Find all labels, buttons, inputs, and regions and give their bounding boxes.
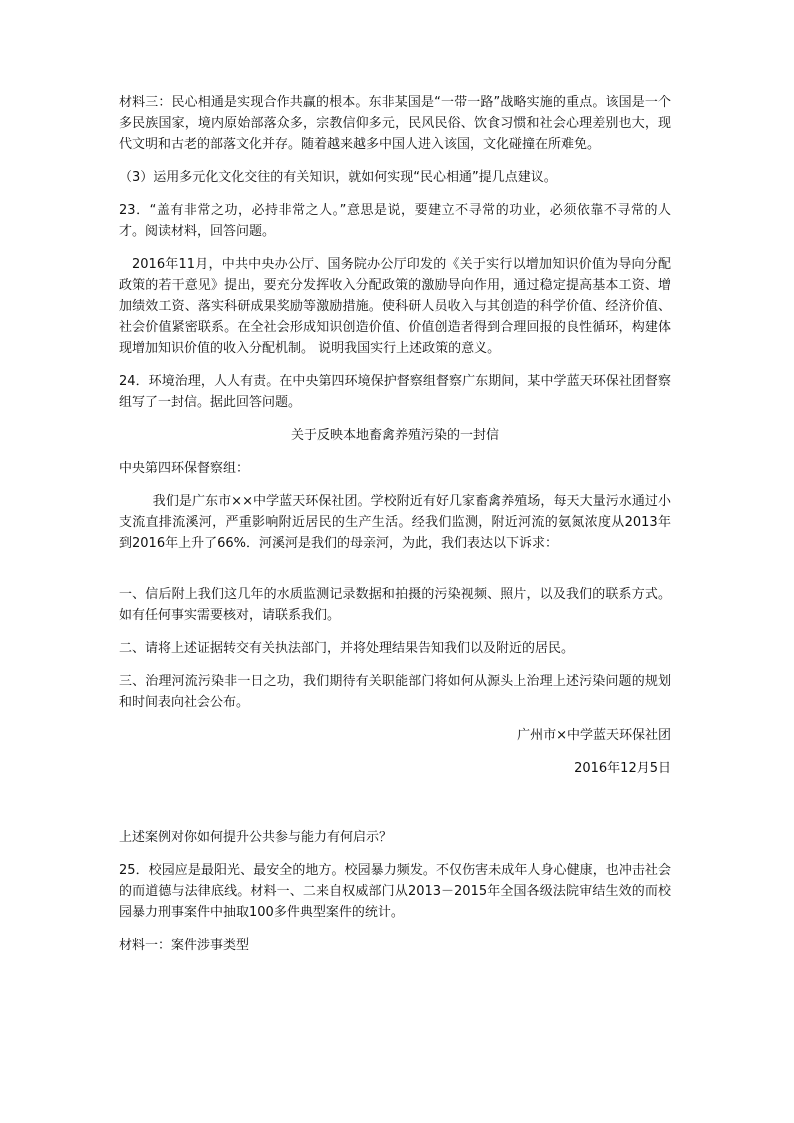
letter-salutation: 中央第四环保督察组： — [119, 461, 250, 476]
letter-body: 我们是广东市××中学蓝天环保社团。学校附近有好几家畜禽养殖场，每天大量污水通过小支流直排流溪河，严重影响附近居民的生产生活。经我们监测，附近河流的氨氮浓度从2013年到2016年上升了66%．河溪河是我们的母亲河，为此，我们表达以下诉求： — [119, 494, 671, 551]
letter-item-1: 一、信后附上我们这几年的水质监测记录数据和拍摄的污染视频、照片，以及我们的联系方式。 如有任何事实需要核对，请联系我们。 — [119, 587, 671, 623]
question-24-intro: 24．环境治理，人人有责。在中央第四环境保护督察组督察广东期间，某中学蓝天环保社团督察组写了一封信。据此回答问题。 — [119, 374, 671, 410]
question-25-intro: 25．校园应是最阳光、最安全的地方。校园暴力频发。不仅伤害未成年人身心健康，也冲击社会的而道德与法律底线。材料一、二来自权威部门从2013－2015年全国各级法院审结生效的而校园暴力刑事案件中抽取100多件典型案件的统计。 — [119, 863, 671, 920]
document-page — [119, 92, 671, 956]
letter-item-3: 三、治理河流污染非一日之功，我们期待有关职能部门将如何从源头上治理上述污染问题的规划和时间表向社会公布。 — [119, 674, 671, 710]
material-three-paragraph: 材料三：民心相通是实现合作共赢的根本。东非某国是“一带一路”战略实施的重点。该国是一个多民族国家，境内原始部落众多，宗教信仰多元，民风民俗、饮食习惯和社会心理差别也大，现代文明和古老的部落文化并存。随着越来越多中国人进入该国，文化碰撞在所难免。 — [119, 95, 671, 152]
letter-item-2: 二、请将上述证据转交有关执法部门，并将处理结果告知我们以及附近的居民。 — [119, 641, 575, 656]
material-one-label: 材料一：案件涉事类型 — [119, 938, 250, 953]
question-23-intro: 23．“盖有非常之功，必持非常之人。”意思是说，要建立不寻常的功业，必须依靠不寻常的人才。阅读材料，回答问题。 — [119, 203, 671, 239]
question-23-material: 2016年11月，中共中央办公厅、国务院办公厅印发的《关于实行以增加知识价值为导向分配政策的若干意见》提出，要充分发挥收入分配政策的激励导向作用，通过稳定提高基本工资、增加绩效工资、落实科研成果奖励等激励措施。使科研人员收入与其创造的科学价值、经济价值、社会价值紧密联系。在全社会形成知识创造价值、价值创造者得到合理回报的良性循环，构建体现增加知识价值的收入分配机制。 说明我国实行上述政策的意义。 — [119, 257, 671, 356]
letter-signature: 广州市×中学蓝天环保社团 — [517, 728, 671, 743]
letter-date: 2016年12月5日 — [574, 761, 671, 776]
letter-title: 关于反映本地畜禽养殖污染的一封信 — [290, 428, 499, 443]
question-24-prompt: 上述案例对你如何提升公共参与能力有何启示？ — [119, 830, 393, 845]
question-3-prompt: （3）运用多元化文化交往的有关知识，就如何实现“民心相通”提几点建议。 — [119, 170, 557, 185]
